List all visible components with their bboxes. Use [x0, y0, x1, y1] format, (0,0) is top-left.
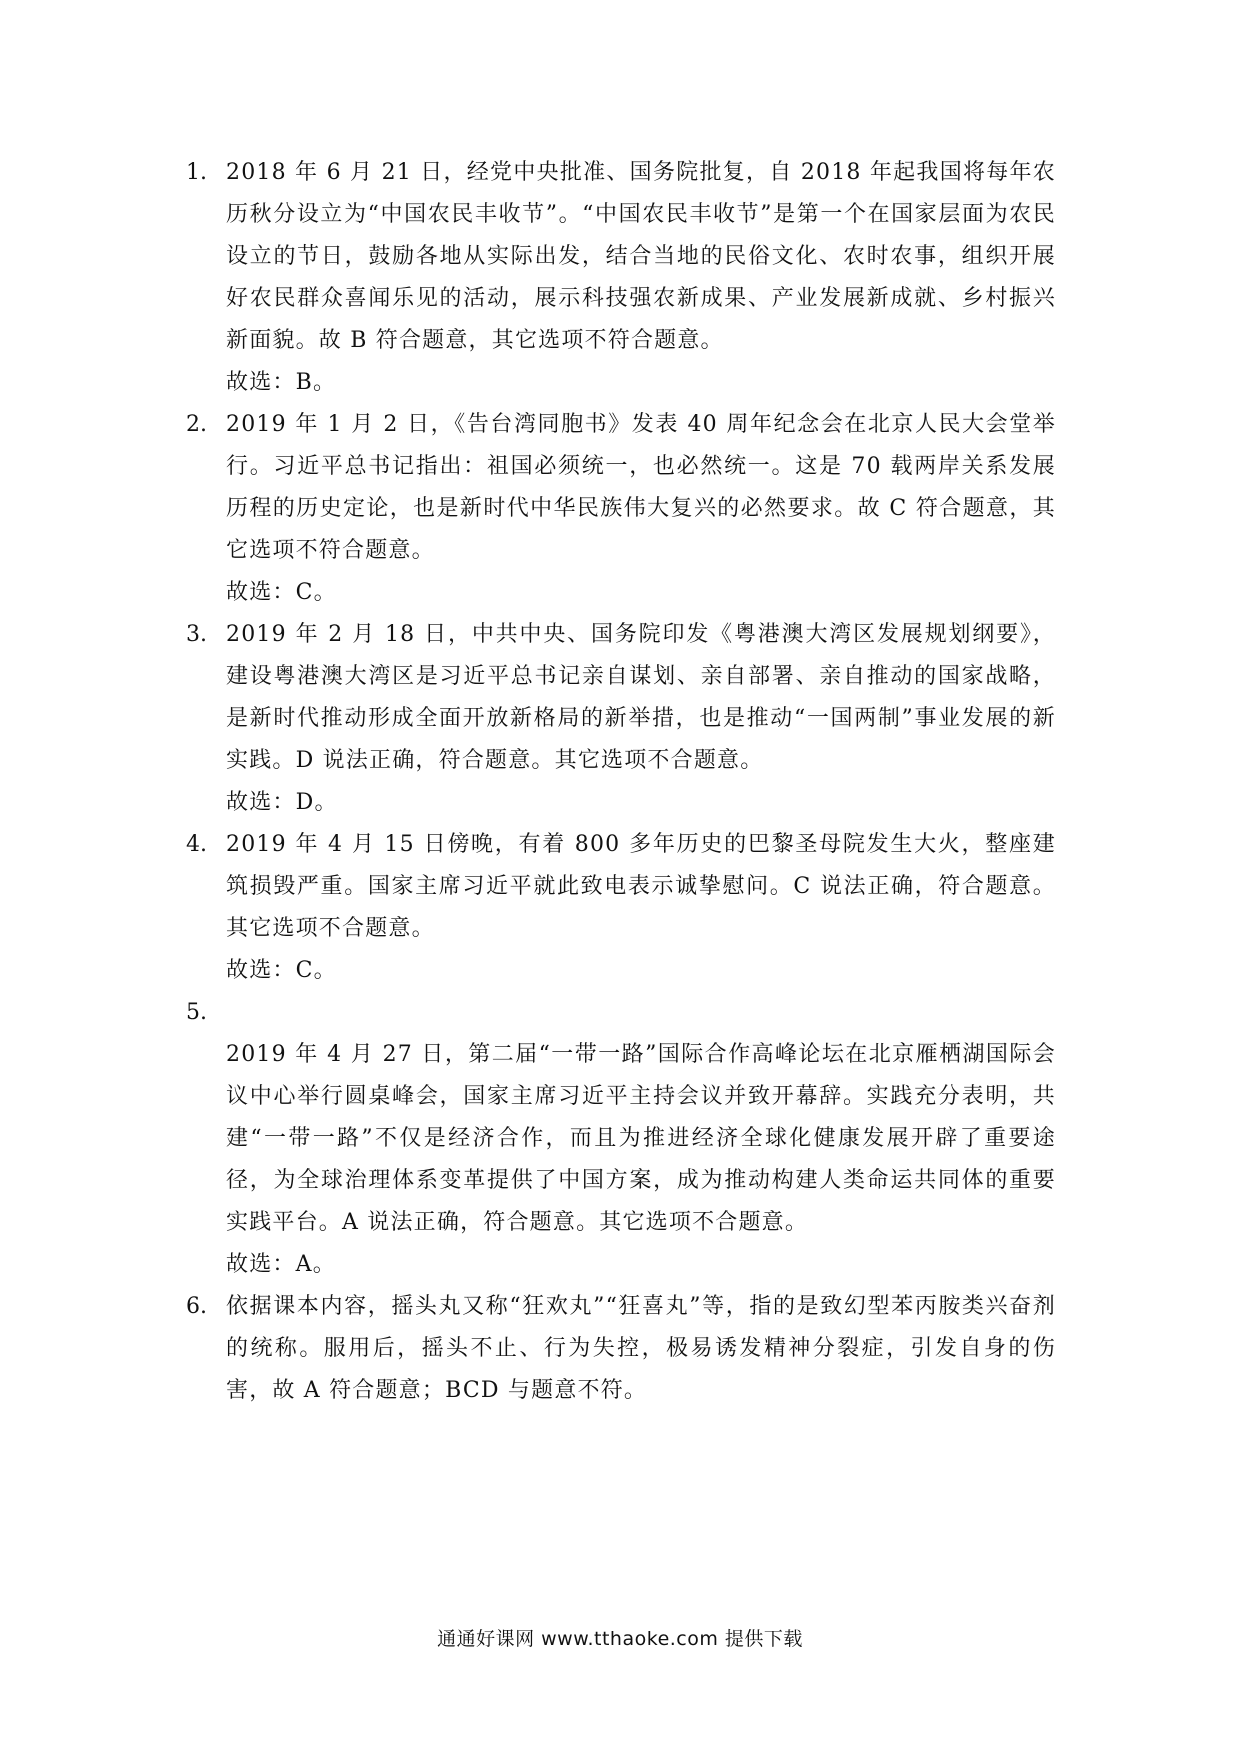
blank-line: [226, 992, 1056, 1034]
answer-choice: 故选：C。: [226, 580, 337, 605]
item-number: 1.: [186, 160, 207, 185]
item-number: 2.: [186, 412, 207, 437]
explanation-text: 2019 年 4 月 15 日傍晚，有着 800 多年历史的巴黎圣母院发生大火，整座建筑损毁严重。国家主席习近平就此致电表示诚挚慰问。C 说法正确，符合题意。其它选项不合题意。: [226, 832, 1056, 941]
answer-item-4: [186, 824, 1056, 992]
item-number: 3.: [186, 622, 207, 647]
answer-list: [186, 152, 1056, 1412]
explanation-text: 2018 年 6 月 21 日，经党中央批准、国务院批复，自 2018 年起我国将每年农历秋分设立为“中国农民丰收节”。“中国农民丰收节”是第一个在国家层面为农民设立的节日，鼓励各地从实际出发，结合当地的民俗文化、农时农事，组织开展好农民群众喜闻乐见的活动，展示科技强农新成果、产业发展新成就、乡村振兴新面貌。故 B 符合题意，其它选项不符合题意。: [226, 160, 1056, 353]
explanation-text: 2019 年 2 月 18 日，中共中央、国务院印发《粤港澳大湾区发展规划纲要》，建设粤港澳大湾区是习近平总书记亲自谋划、亲自部署、亲自推动的国家战略，是新时代推动形成全面开放新格局的新举措，也是推动“一国两制”事业发展的新实践。D 说法正确，符合题意。其它选项不合题意。: [226, 622, 1056, 773]
answer-item-1: [186, 152, 1056, 404]
explanation-text: 2019 年 4 月 27 日，第二届“一带一路”国际合作高峰论坛在北京雁栖湖国际会议中心举行圆桌峰会，国家主席习近平主持会议并致开幕辞。实践充分表明，共建“一带一路”不仅是经济合作，而且为推进经济全球化健康发展开辟了重要途径，为全球治理体系变革提供了中国方案，成为推动构建人类命运共同体的重要实践平台。A 说法正确，符合题意。其它选项不合题意。: [226, 1042, 1056, 1235]
answer-choice: 故选：C。: [226, 958, 337, 983]
answer-item-2: [186, 404, 1056, 614]
item-number: 6.: [186, 1294, 207, 1319]
answer-choice: 故选：A。: [226, 1252, 336, 1277]
answer-choice: 故选：D。: [226, 790, 338, 815]
item-number: 5.: [186, 1000, 207, 1025]
explanation-text: 2019 年 1 月 2 日，《告台湾同胞书》发表 40 周年纪念会在北京人民大会堂举行。习近平总书记指出：祖国必须统一，也必然统一。这是 70 载两岸关系发展历程的历史定论，也是新时代中华民族伟大复兴的必然要求。故 C 符合题意，其它选项不符合题意。: [226, 412, 1056, 563]
answer-choice: 故选：B。: [226, 370, 337, 395]
item-number: 4.: [186, 832, 207, 857]
answer-item-3: [186, 614, 1056, 824]
answer-item-5: [186, 992, 1056, 1286]
page-footer: 通通好课网 www.tthaoke.com 提供下载: [437, 1628, 803, 1650]
explanation-text: 依据课本内容，摇头丸又称“狂欢丸”“狂喜丸”等，指的是致幻型苯丙胺类兴奋剂的统称。服用后，摇头不止、行为失控，极易诱发精神分裂症，引发自身的伤害，故 A 符合题意；BCD 与题意不符。: [226, 1294, 1056, 1403]
answer-item-6: [186, 1286, 1056, 1412]
